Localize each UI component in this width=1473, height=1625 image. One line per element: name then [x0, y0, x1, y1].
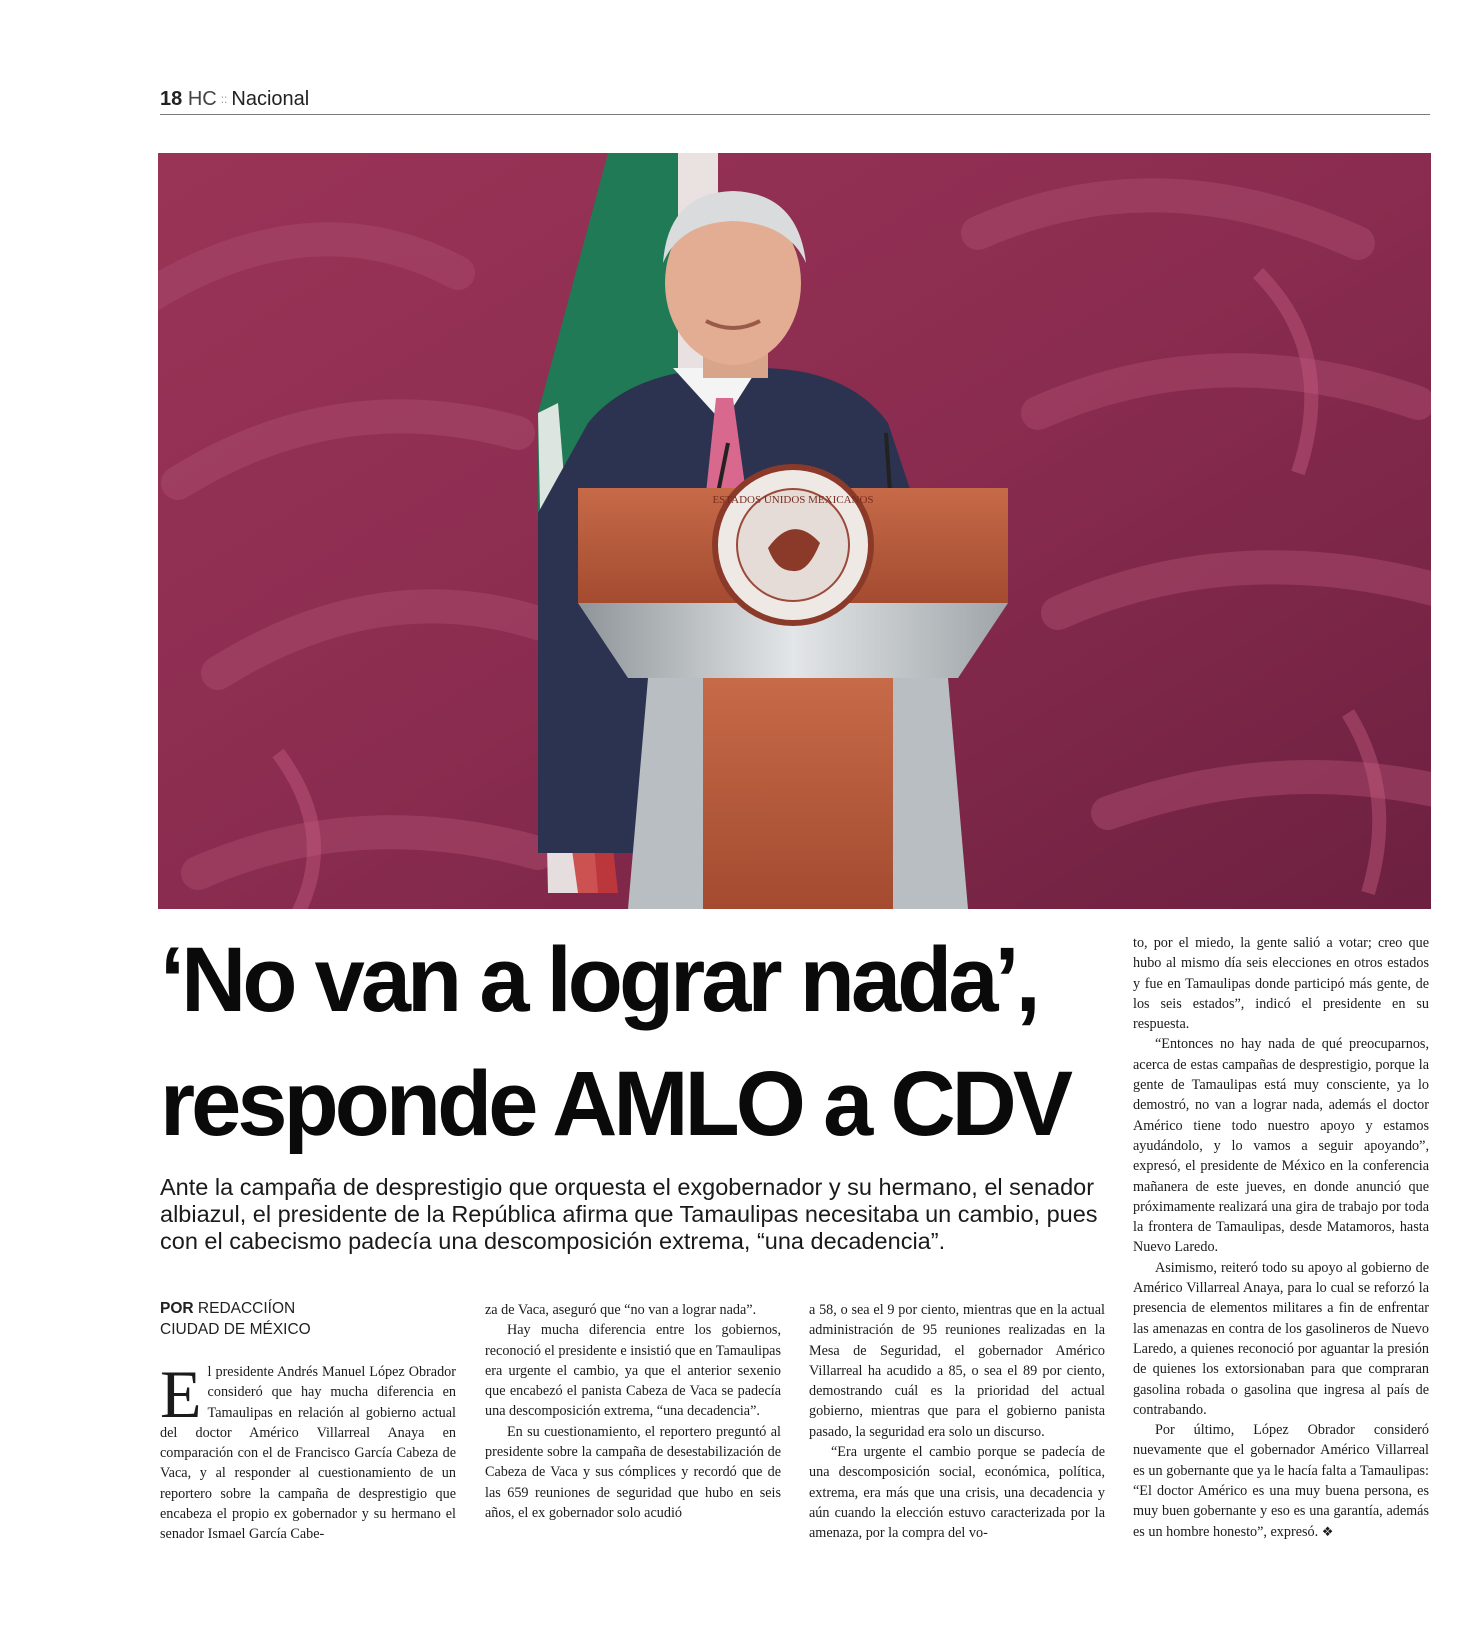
body-column-2: [485, 1300, 781, 1523]
body-paragraph: Por último, López Obrador consideró nuevamente que el gobernador Américo Villarreal es un gobernante que ya le hacía falta a Tamaulipas: “El doctor Américo es una muy buena persona, es muy buen gobernante y eso es una garantía, además es un hombre honesto”, expresó.: [1133, 1422, 1429, 1540]
end-mark-icon: ❖: [1321, 1524, 1334, 1540]
deck: Ante la campaña de desprestigio que orquesta el exgobernador y su hermano, el senador albiazul, el presidente de la República afirma que Tamaulipas necesitaba un cambio, pues con el cabecismo padecía una descomposición extrema, “una decadencia”.: [160, 1174, 1098, 1254]
seal-inscription: ESTADOS UNIDOS MEXICANOS: [712, 494, 874, 506]
headline-line-2: responde AMLO a CDV: [160, 1053, 1070, 1155]
body-paragraph: to, por el miedo, la gente salió a votar; creo que hubo al mismo día seis elecciones en otros estados y fue en Tamaulipas donde participó más gente, de los seis estados”, indicó el presidente en su respuesta.: [1133, 935, 1429, 1033]
byline-author: REDACCIÍON: [197, 1300, 296, 1317]
body-paragraph: “Entonces no hay nada de qué preocuparnos, acerca de estas campañas de desprestigio, porque la gente de Tamaulipas está muy consciente, ya lo demostró, no van a lograr nada, además el doctor Américo tiene todo nuestro apoyo y estamos ayudándolo, y lo vamos a seguir apoyando”, expresó, el presidente de México en la conferencia mañanera de este jueves, en donde anunció que próximamente realizará una gira de trabajo por toda la frontera de Tamaulipas, desde Matamoros, hasta Nuevo Laredo.: [1133, 1036, 1429, 1256]
byline: [160, 1298, 450, 1340]
body-paragraph: Hay mucha diferencia entre los gobiernos, reconoció el presidente e insistió que en Tamaulipas era urgente el cambio, ya que el anterior sexenio que encabezó el panista Cabeza de Vaca se padecía una descomposición extrema, “una decadencia”.: [485, 1322, 781, 1420]
page-header: [160, 88, 1430, 115]
byline-place: CIUDAD DE MÉXICO: [160, 1321, 311, 1338]
body-column-4: [1133, 933, 1429, 1543]
body-paragraph: Asimismo, reiteró todo su apoyo al gobierno de Américo Villarreal Anaya, para lo cual se reforzó la presencia de elementos militares a fin de enfrentar las amenazas en contra de los gasolineros de Nuevo Laredo, a quienes reconoció por aguantar la presión de quienes los extorsionaban para que compraran gasolina robada o gasolina que ingresa al país de contrabando.: [1133, 1259, 1429, 1418]
header-separator: ::: [220, 92, 228, 106]
page-number: 18: [160, 88, 183, 110]
byline-label: POR: [160, 1300, 194, 1317]
body-paragraph: za de Vaca, aseguró que “no van a lograr nada”.: [485, 1302, 757, 1318]
brand-logo: HC: [187, 88, 217, 110]
body-column-3: [809, 1300, 1105, 1544]
body-column-1: [160, 1356, 456, 1545]
body-paragraph: “Era urgente el cambio porque se padecía de una descomposición social, económica, política, extrema, era más que una crisis, una decadencia y aún cuando la elección estuvo caracterizada por la amenaza, por la compra del vo-: [809, 1444, 1105, 1542]
section-name: Nacional: [231, 88, 310, 110]
dropcap: E: [160, 1356, 202, 1432]
body-paragraph: a 58, o sea el 9 por ciento, mientras que en la actual administración de 95 reuniones realizadas en la Mesa de Seguridad, el gobernador Américo Villarreal ha acudido a 85, o sea el 89 por ciento, demostrando cuál es la prioridad del actual gobierno, mientras que para el gobierno panista pasado, la seguridad era solo un discurso.: [809, 1302, 1105, 1440]
body-paragraph: l presidente Andrés Manuel López Obrador consideró que hay mucha diferencia en Tamaulipas en relación al gobierno actual del doctor Américo Villarreal Anaya en comparación con el de Francisco García Cabeza de Vaca, y al responder al cuestionamiento de un reportero sobre la campaña de desprestigio que encabeza el propio ex gobernador y su hermano el senador Ismael García Cabe-: [160, 1364, 456, 1543]
body-paragraph: En su cuestionamiento, el reportero preguntó al presidente sobre la campaña de desestabilización de Cabeza de Vaca y sus cómplices y recordó que de las 659 reuniones de seguridad que hubo en seis años, el ex gobernador solo acudió: [485, 1423, 781, 1521]
headline: [160, 918, 1115, 1166]
lead-photo: [158, 153, 1431, 909]
headline-line-1: ‘No van a lograr nada’,: [160, 929, 1037, 1031]
